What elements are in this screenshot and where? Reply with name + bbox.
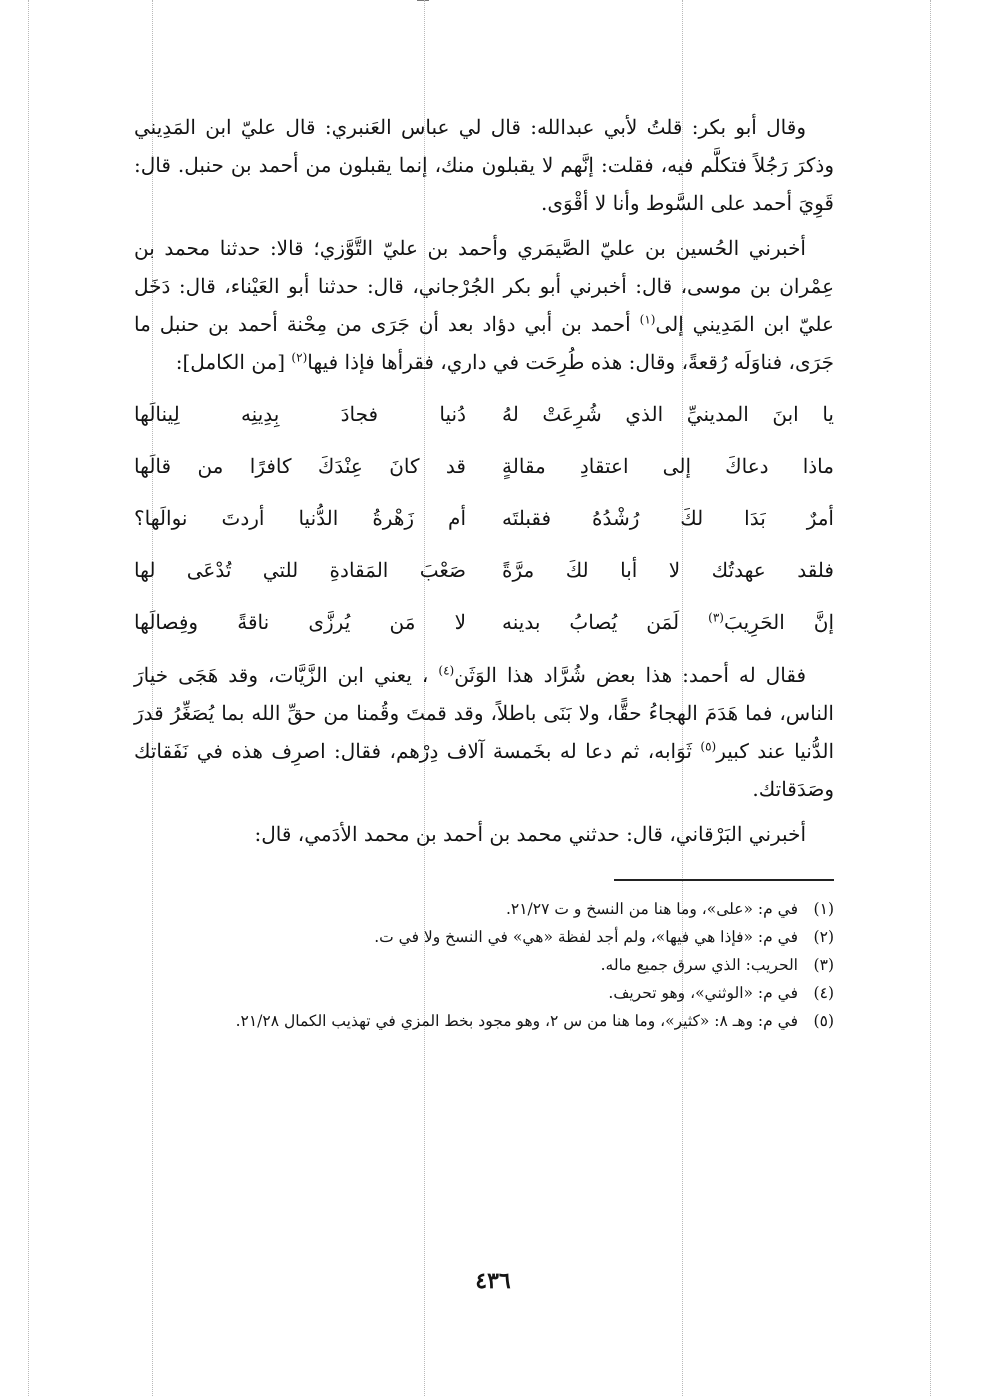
poem-verse — [134, 596, 834, 648]
footnote-text: في م: «الوثني»، وهو تحريف. — [608, 984, 798, 1002]
poem-verse — [134, 492, 834, 544]
footnote — [134, 951, 834, 979]
footnote-number: (٣) — [813, 956, 834, 974]
margin-guide — [930, 0, 931, 1396]
footnote-number: (١) — [813, 900, 834, 918]
footnote-ref: (٢) — [291, 350, 308, 365]
verse-first-hemistich: أمرٌ بَدَا لكَ رُشْدُهُ فقبلتَه — [502, 506, 834, 530]
verse-second-hemistich: قد كانَ عِنْدَكَ كافرًا من قالَها — [134, 454, 466, 478]
verse-first-hemistich: فلقد عهدتُك لا أبا لكَ مرَّةً — [502, 558, 834, 582]
footnote — [134, 923, 834, 951]
footnote-separator — [614, 879, 834, 881]
verse-second-hemistich: دُنيا فجادَ بِدِينِه لِينالَها — [134, 402, 466, 426]
footnote-ref: (٤) — [438, 663, 455, 678]
paragraph: فقال له أحمد: هذا بعض شُرَّاد هذا الوَثَن$^{(٤)}$ ، يعني ابن الزَّيَّات، وقد هَجَى خيارَ الناس، فما هَدَمَ الهجاءُ حقًّا، ولا بَنَى باطلاً، وقد قمتَ وقُمنا من حقِّ الله بما يُصَغِّرُ قدرَ الدُّنيا عند كبير$^{(٥)}$ ثَوَابه، ثم دعا له بخَمسة آلاف دِرْهم، فقال: اصرِف هذه في نَفَقاتك وصَدَقاتك. — [134, 663, 835, 801]
footnote-text: في م: وهـ ٨: «كثير»، وما هنا من س ٢، وهو مجود بخط المزي في تهذيب الكمال ٢١/٢٨. — [235, 1012, 798, 1030]
paragraph: أخبرني البَرْقاني، قال: حدثني محمد بن أحمد بن محمد الأدَمي، قال: — [254, 822, 806, 846]
top-mark — [417, 0, 429, 4]
footnote — [134, 979, 834, 1007]
verse-first-hemistich: يا ابنَ المدينيِّ الذي شُرِعَتْ لهُ — [502, 402, 834, 426]
footnote — [134, 895, 834, 923]
footnote-number: (٥) — [813, 1012, 834, 1030]
page-body — [134, 108, 834, 1035]
paragraph: وقال أبو بكر: قلتُ لأبي عبدالله: قال لي عباس العَنبري: قال عليّ ابن المَدِيني وذكرَ رَجُلاً فتكلَّم فيه، فقلت: إنَّهم لا يقبلون منك، إنما يقبلون من أحمد بن حنبل. قال: قَوِيَ أحمد على السَّوط وأنا لا أقْوَى. — [134, 115, 834, 215]
verse-second-hemistich: لا مَن يُرزَّى ناقةً وفِصالَها — [134, 610, 466, 634]
footnote-text: في م: «على»، وما هنا من النسخ و ت ٢١/٢٧. — [505, 900, 798, 918]
footnote-ref: (١) — [639, 312, 656, 327]
page-number: ٤٣٦ — [475, 1268, 511, 1294]
footnote-text: الحريب: الذي سرق جميع ماله. — [600, 956, 798, 974]
poem-verse — [134, 440, 834, 492]
footnote-number: (٤) — [813, 984, 834, 1002]
footnote-text: في م: «فإذا هي فيها»، ولم أجد لفظة «هي» في النسخ ولا في ت. — [374, 928, 798, 946]
verse-first-hemistich: ماذا دعاكَ إلى اعتقادِ مقالةٍ — [502, 454, 834, 478]
poem-verse — [134, 388, 834, 440]
footnote-ref: (٣) — [708, 610, 724, 625]
footnote — [134, 1007, 834, 1035]
footnotes — [134, 895, 834, 1035]
verse-second-hemistich: صَعْبَ المَقادةِ للتي تُدْعَى لها — [134, 558, 466, 582]
poem — [134, 388, 834, 648]
paragraph: أخبرني الحُسين بن عليّ الصَّيمَري وأحمد بن عليّ التَّوَّزي؛ قالا: حدثنا محمد بن عِمْران بن موسى، قال: أخبرني أبو بكر الجُرْجاني، قال: حدثنا أبو العَيْناء، قال: دَخَل عليّ ابن المَدِيني إلى$^{(١)}$ أحمد بن أبي دؤاد بعد أن جَرَى من مِحْنة أحمد بن حنبل ما جَرَى، فناوَلَه رُقعةً، وقال: هذه طُرِحَت في داري، فقرأها فإذا فيها$^{(٢)}$ [من الكامل]: — [134, 236, 834, 374]
verse-second-hemistich: أم زَهْرةُ الدُّنيا أردتَ نوالَها؟ — [134, 506, 466, 530]
footnote-number: (٢) — [813, 928, 834, 946]
margin-guide — [28, 0, 29, 1396]
verse-first-hemistich: إنَّ الحَرِيبَ$^{(٣)}$ لَمَن يُصابُ بدينه — [502, 610, 834, 634]
poem-verse — [134, 544, 834, 596]
footnote-ref: (٥) — [700, 739, 717, 754]
